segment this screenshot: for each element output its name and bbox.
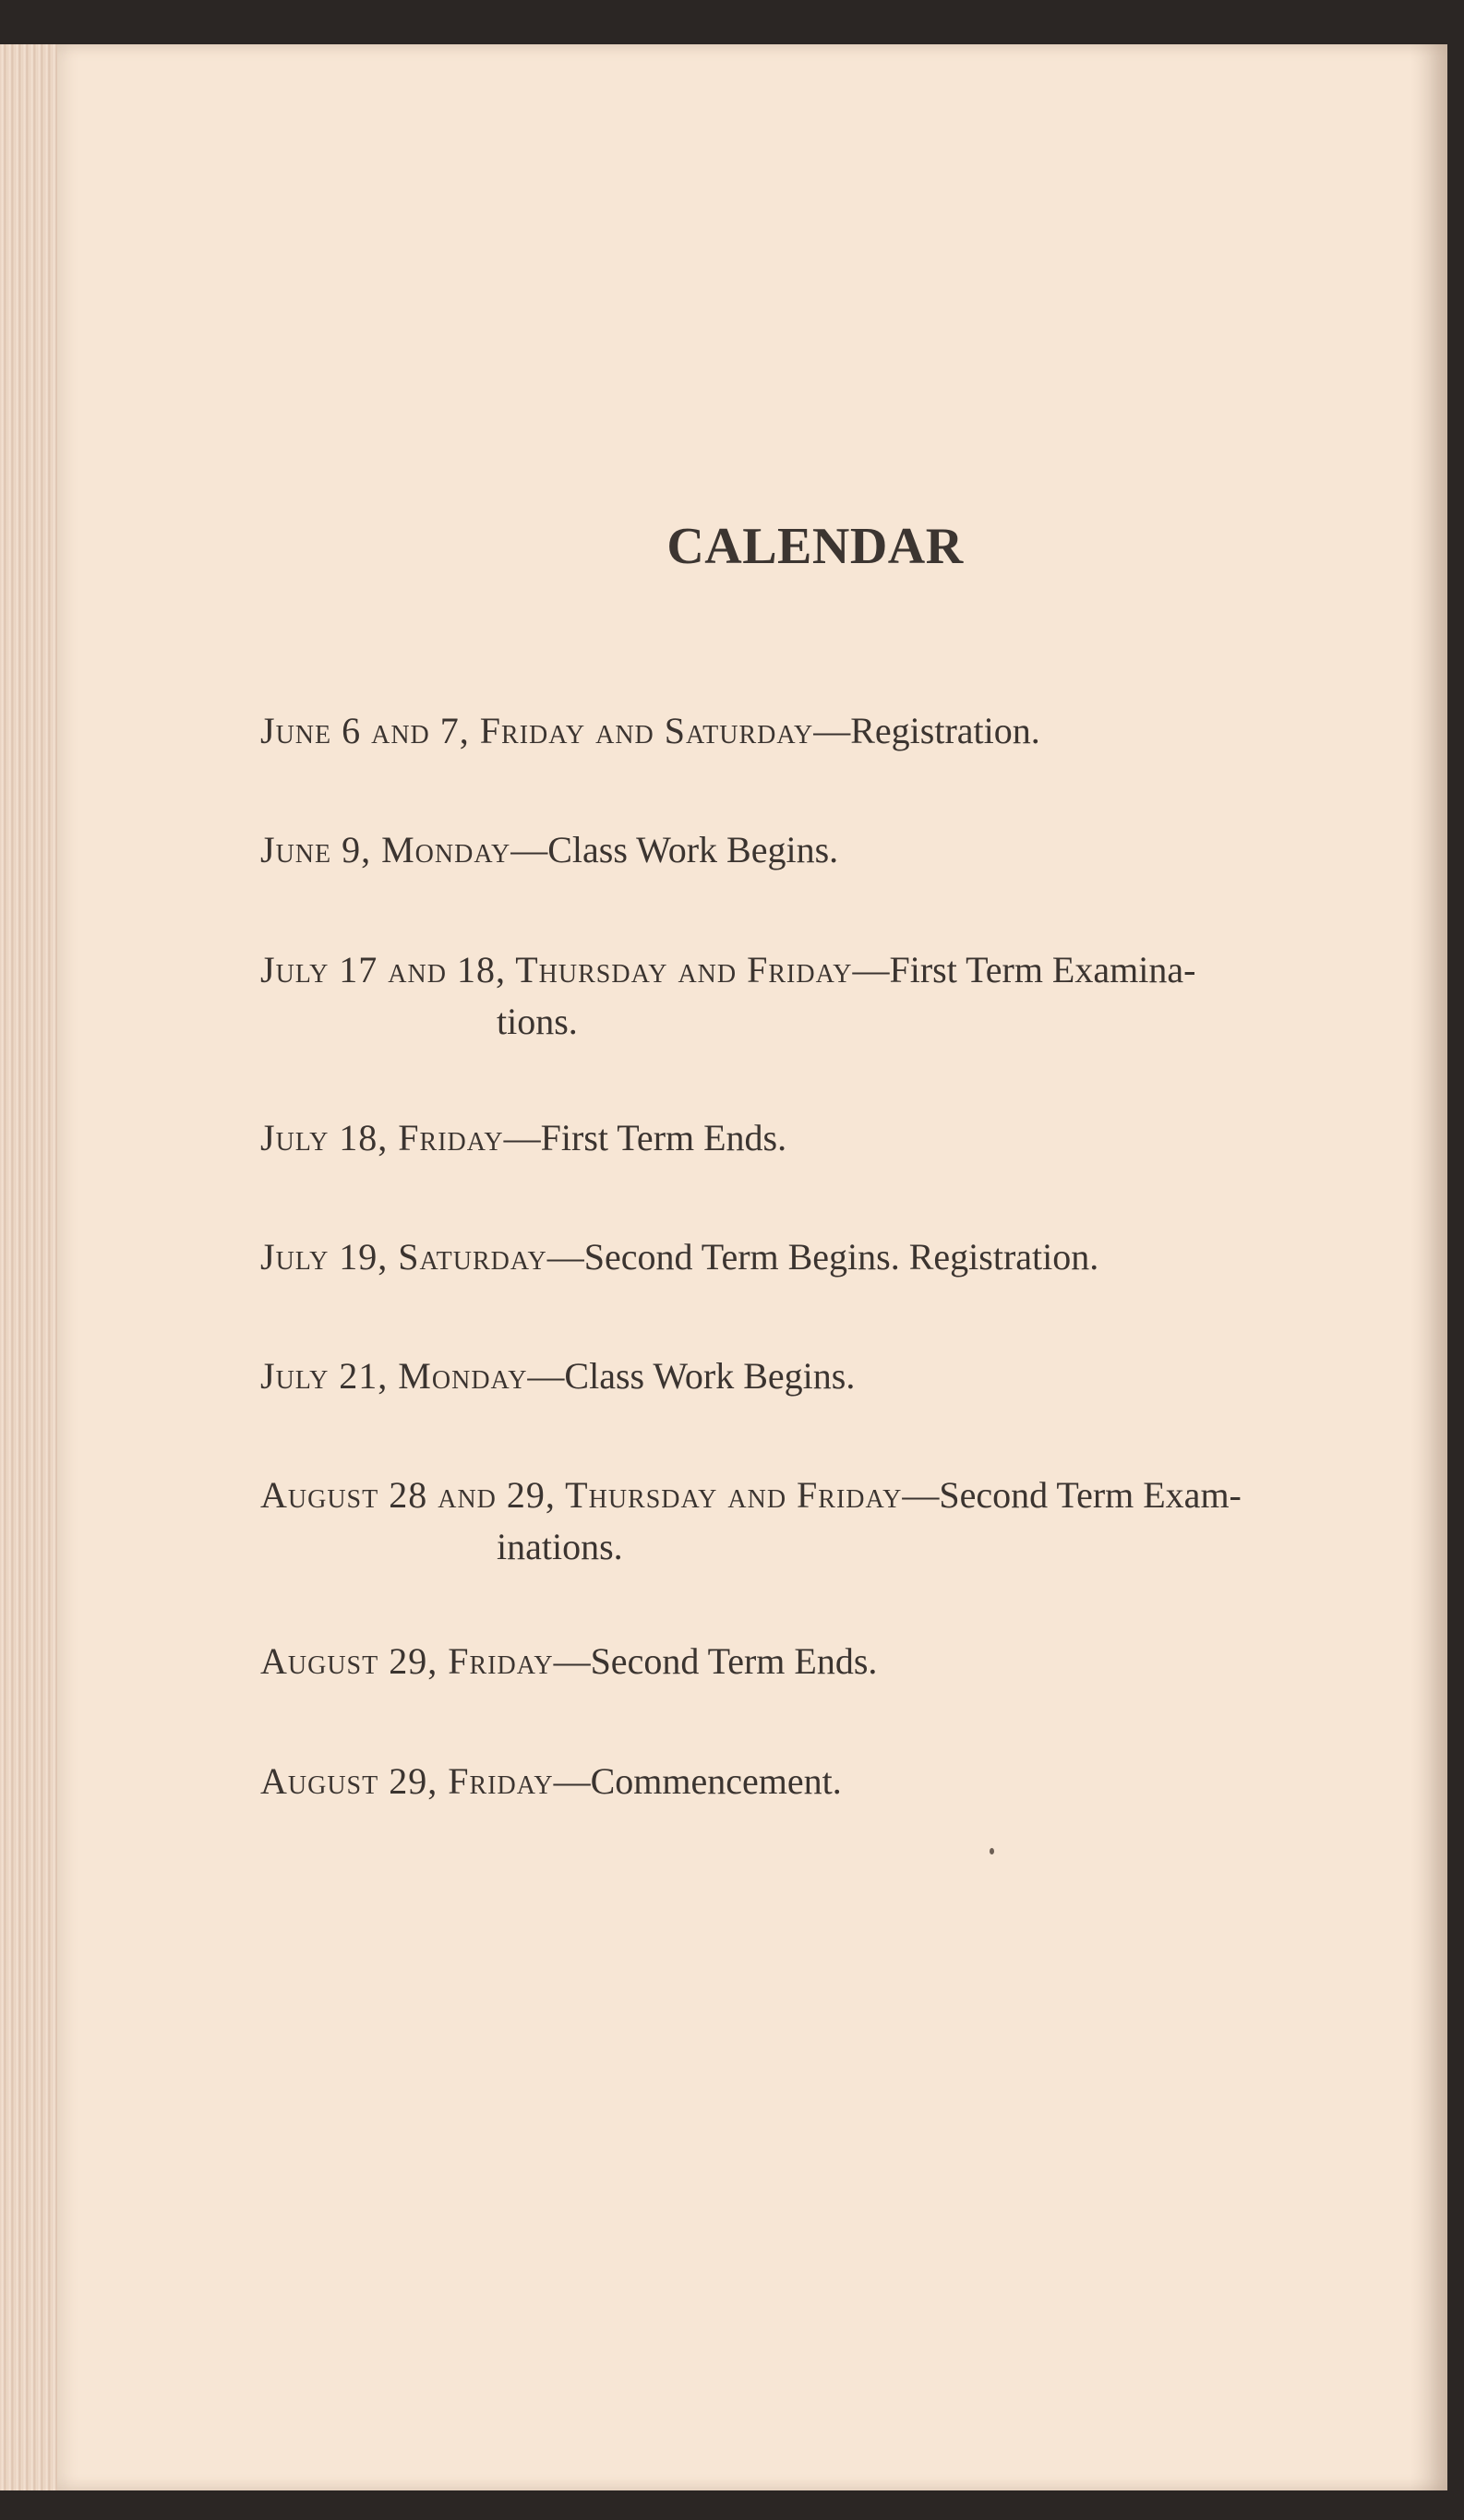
calendar-entry xyxy=(260,1470,1396,1573)
entry-date: August 29, Friday xyxy=(260,1640,554,1682)
entry-line xyxy=(260,705,1396,757)
calendar-entry xyxy=(260,944,1396,1048)
entry-event: First Term Examina- xyxy=(889,949,1196,990)
calendar-entry xyxy=(260,1112,1396,1164)
entry-separator: — xyxy=(553,1760,591,1802)
entry-line xyxy=(260,824,1396,876)
entry-date: June 9, Monday xyxy=(260,829,511,870)
entry-date: July 19, Saturday xyxy=(260,1236,547,1278)
entry-date: August 28 and 29, Thursday and Friday xyxy=(260,1474,903,1516)
entry-separator: — xyxy=(852,949,890,990)
entry-separator: — xyxy=(510,829,548,870)
page-edges xyxy=(0,44,59,2490)
entry-event: Second Term Ends. xyxy=(590,1640,878,1682)
page-title: CALENDAR xyxy=(666,518,964,575)
entry-event: Class Work Begins. xyxy=(547,829,839,870)
entry-separator: — xyxy=(813,710,851,751)
entry-date: July 18, Friday xyxy=(260,1117,504,1158)
calendar-entry xyxy=(260,1231,1396,1283)
entry-event: Commencement. xyxy=(590,1760,842,1802)
calendar-entry xyxy=(260,1636,1396,1687)
entry-event: Second Term Exam- xyxy=(939,1474,1242,1516)
entry-continuation: tions. xyxy=(497,1001,578,1042)
entry-date: August 29, Friday xyxy=(260,1760,554,1802)
calendar-entry xyxy=(260,1756,1396,1807)
paper-speck xyxy=(990,1848,994,1854)
calendar-entry xyxy=(260,1350,1396,1402)
entry-separator: — xyxy=(546,1236,584,1278)
entry-separator: — xyxy=(902,1474,940,1516)
entry-event: Second Term Begins. Registration. xyxy=(583,1236,1099,1278)
entry-line xyxy=(260,944,1396,996)
entry-event: Registration. xyxy=(850,710,1040,751)
calendar-entry xyxy=(260,824,1396,876)
entry-line xyxy=(260,1231,1396,1283)
entry-event: Class Work Begins. xyxy=(564,1355,856,1397)
entry-line xyxy=(260,1470,1396,1521)
entry-date: July 21, Monday xyxy=(260,1355,528,1397)
entry-separator: — xyxy=(503,1117,541,1158)
entry-line xyxy=(260,1350,1396,1402)
entry-separator: — xyxy=(527,1355,565,1397)
entry-event: First Term Ends. xyxy=(540,1117,787,1158)
entry-line xyxy=(260,1636,1396,1687)
entry-continuation: inations. xyxy=(497,1526,623,1567)
entry-line xyxy=(260,1112,1396,1164)
entry-date: July 17 and 18, Thursday and Friday xyxy=(260,949,853,990)
entry-date: June 6 and 7, Friday and Saturday xyxy=(260,710,814,751)
entry-line xyxy=(260,1756,1396,1807)
page-gutter-shadow xyxy=(1410,44,1447,2490)
calendar-entry xyxy=(260,705,1396,757)
entry-separator: — xyxy=(553,1640,591,1682)
